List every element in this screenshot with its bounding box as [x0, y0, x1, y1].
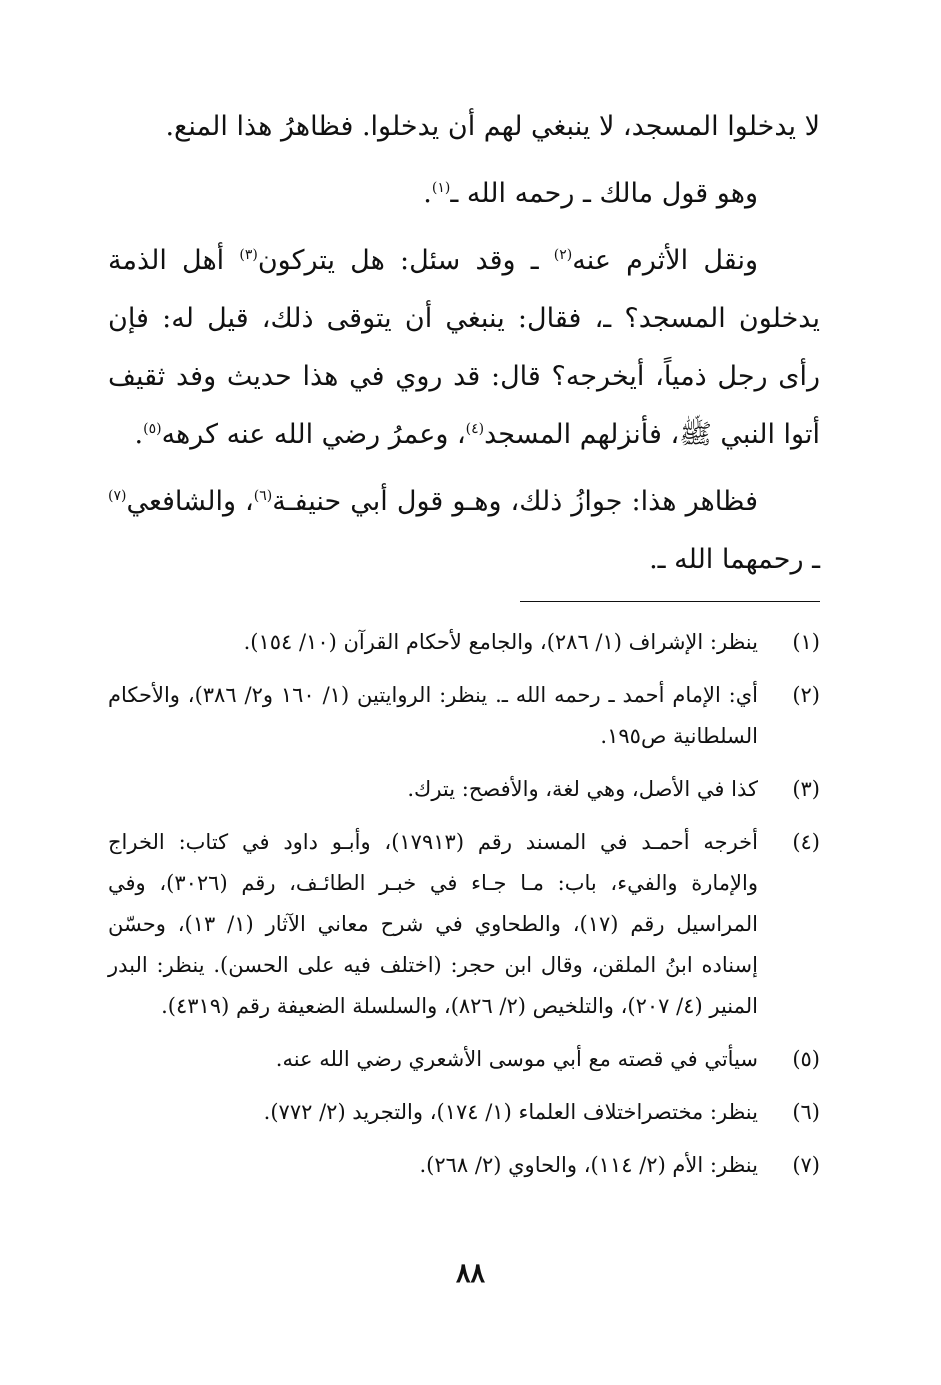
paragraph-4-text-c: ـ رحمهما الله ـ. [649, 544, 820, 575]
footnote-number: (٣) [792, 777, 820, 801]
footnote-text: ينظر: الأم (٢/ ١١٤)، والحاوي (٢/ ٢٦٨). [419, 1153, 758, 1177]
footnote-text: سيأتي في قصته مع أبي موسى الأشعري رضي الله عنه. [275, 1047, 758, 1071]
footnote-text: ينظر: مختصراختلاف العلماء (١/ ١٧٤)، والتجريد (٢/ ٧٧٢). [263, 1100, 758, 1124]
paragraph-2-end: . [423, 178, 432, 209]
paragraph-3-text-b: ـ وقد سئل: هل يتركون [257, 245, 554, 276]
footnote-text: أي: الإمام أحمد ـ رحمه الله ـ. ينظر: الروايتين (١/ ١٦٠ و٢/ ٣٨٦)، والأحكام السلطانية ص١٩٥. [108, 683, 758, 748]
paragraph-2-text: وهو قول مالك ـ رحمه الله ـ [450, 178, 758, 209]
footnote-4 [108, 822, 820, 1027]
footnote-number: (٢) [792, 683, 820, 707]
footnote-number: (٧) [792, 1153, 820, 1177]
footnote-text: أخرجه أحمـد في المسند رقم (١٧٩١٣)، وأبـو داود في كتاب: الخراج والإمارة والفيء، باب: مـا جـاء في خبـر الطائـف، رقم (٣٠٢٦)، وفي المراسيل رقم (١٧)، والطحاوي في شرح معاني الآثار (١/ ١٣)، وحسّن إسناده ابنُ الملقن، وقال ابن حجر: (اختلف فيه على الحسن). ينظر: البدر المنير (٤/ ٢٠٧)، والتلخيص (٢/ ٨٢٦)، والسلسلة الضعيفة رقم (٤٣١٩). [108, 830, 758, 1018]
footnote-ref-1[interactable]: (١) [431, 180, 451, 196]
paragraph-3-text-d: ، وعمرُ رضي الله عنه كرهه [161, 419, 466, 450]
footnote-3 [108, 769, 820, 810]
page-number: ٨٨ [455, 1258, 485, 1289]
paragraph-1 [108, 98, 820, 156]
main-text [108, 98, 820, 598]
footnote-ref-7[interactable]: (٧) [108, 488, 127, 504]
footnote-ref-3[interactable]: (٣) [239, 247, 258, 263]
paragraph-3-text-c: أهل الذمة يدخلون المسجد؟ ـ، فقال: ينبغي أن يتوقى ذلك، قيل له: فإن رأى رجل ذمياً، أيخرجه؟ قال: قد روي في هذا حديث وفد ثقيف أتوا النبي ﷺ، فأنزلهم المسجد [108, 245, 820, 450]
footnote-separator [520, 601, 820, 602]
footnote-number: (٥) [792, 1047, 820, 1071]
paragraph-2 [108, 165, 820, 223]
footnote-ref-4[interactable]: (٤) [465, 421, 485, 437]
paragraph-3-text-a: ونقل الأثرم عنه [572, 245, 758, 276]
footnote-ref-6[interactable]: (٦) [253, 488, 273, 504]
footnote-number: (٦) [792, 1100, 820, 1124]
paragraph-4-text-a: فظاهر هذا: جوازُ ذلك، وهـو قول أبي حنيفـة [272, 486, 758, 517]
footnote-text: ينظر: الإشراف (١/ ٢٨٦)، والجامع لأحكام القرآن (١٠/ ١٥٤). [243, 630, 758, 654]
footnote-7 [108, 1145, 820, 1186]
footnote-6 [108, 1092, 820, 1133]
paragraph-1-text: لا يدخلوا المسجد، لا ينبغي لهم أن يدخلوا. فظاهرُ هذا المنع. [165, 111, 820, 142]
footnotes [108, 622, 820, 1198]
footnote-text: كذا في الأصل، وهي لغة، والأفصح: يترك. [407, 777, 758, 801]
footnote-5 [108, 1039, 820, 1080]
paragraph-3 [108, 232, 820, 464]
paragraph-3-text-e: . [134, 419, 144, 450]
paragraph-4-text-b: ، والشافعي [126, 486, 254, 517]
footnote-ref-5[interactable]: (٥) [143, 421, 162, 437]
paragraph-4 [108, 473, 820, 589]
footnote-ref-2[interactable]: (٢) [553, 247, 573, 263]
footnote-1 [108, 622, 820, 663]
footnote-number: (١) [792, 630, 820, 654]
footnote-2 [108, 675, 820, 757]
footnote-number: (٤) [792, 830, 820, 854]
